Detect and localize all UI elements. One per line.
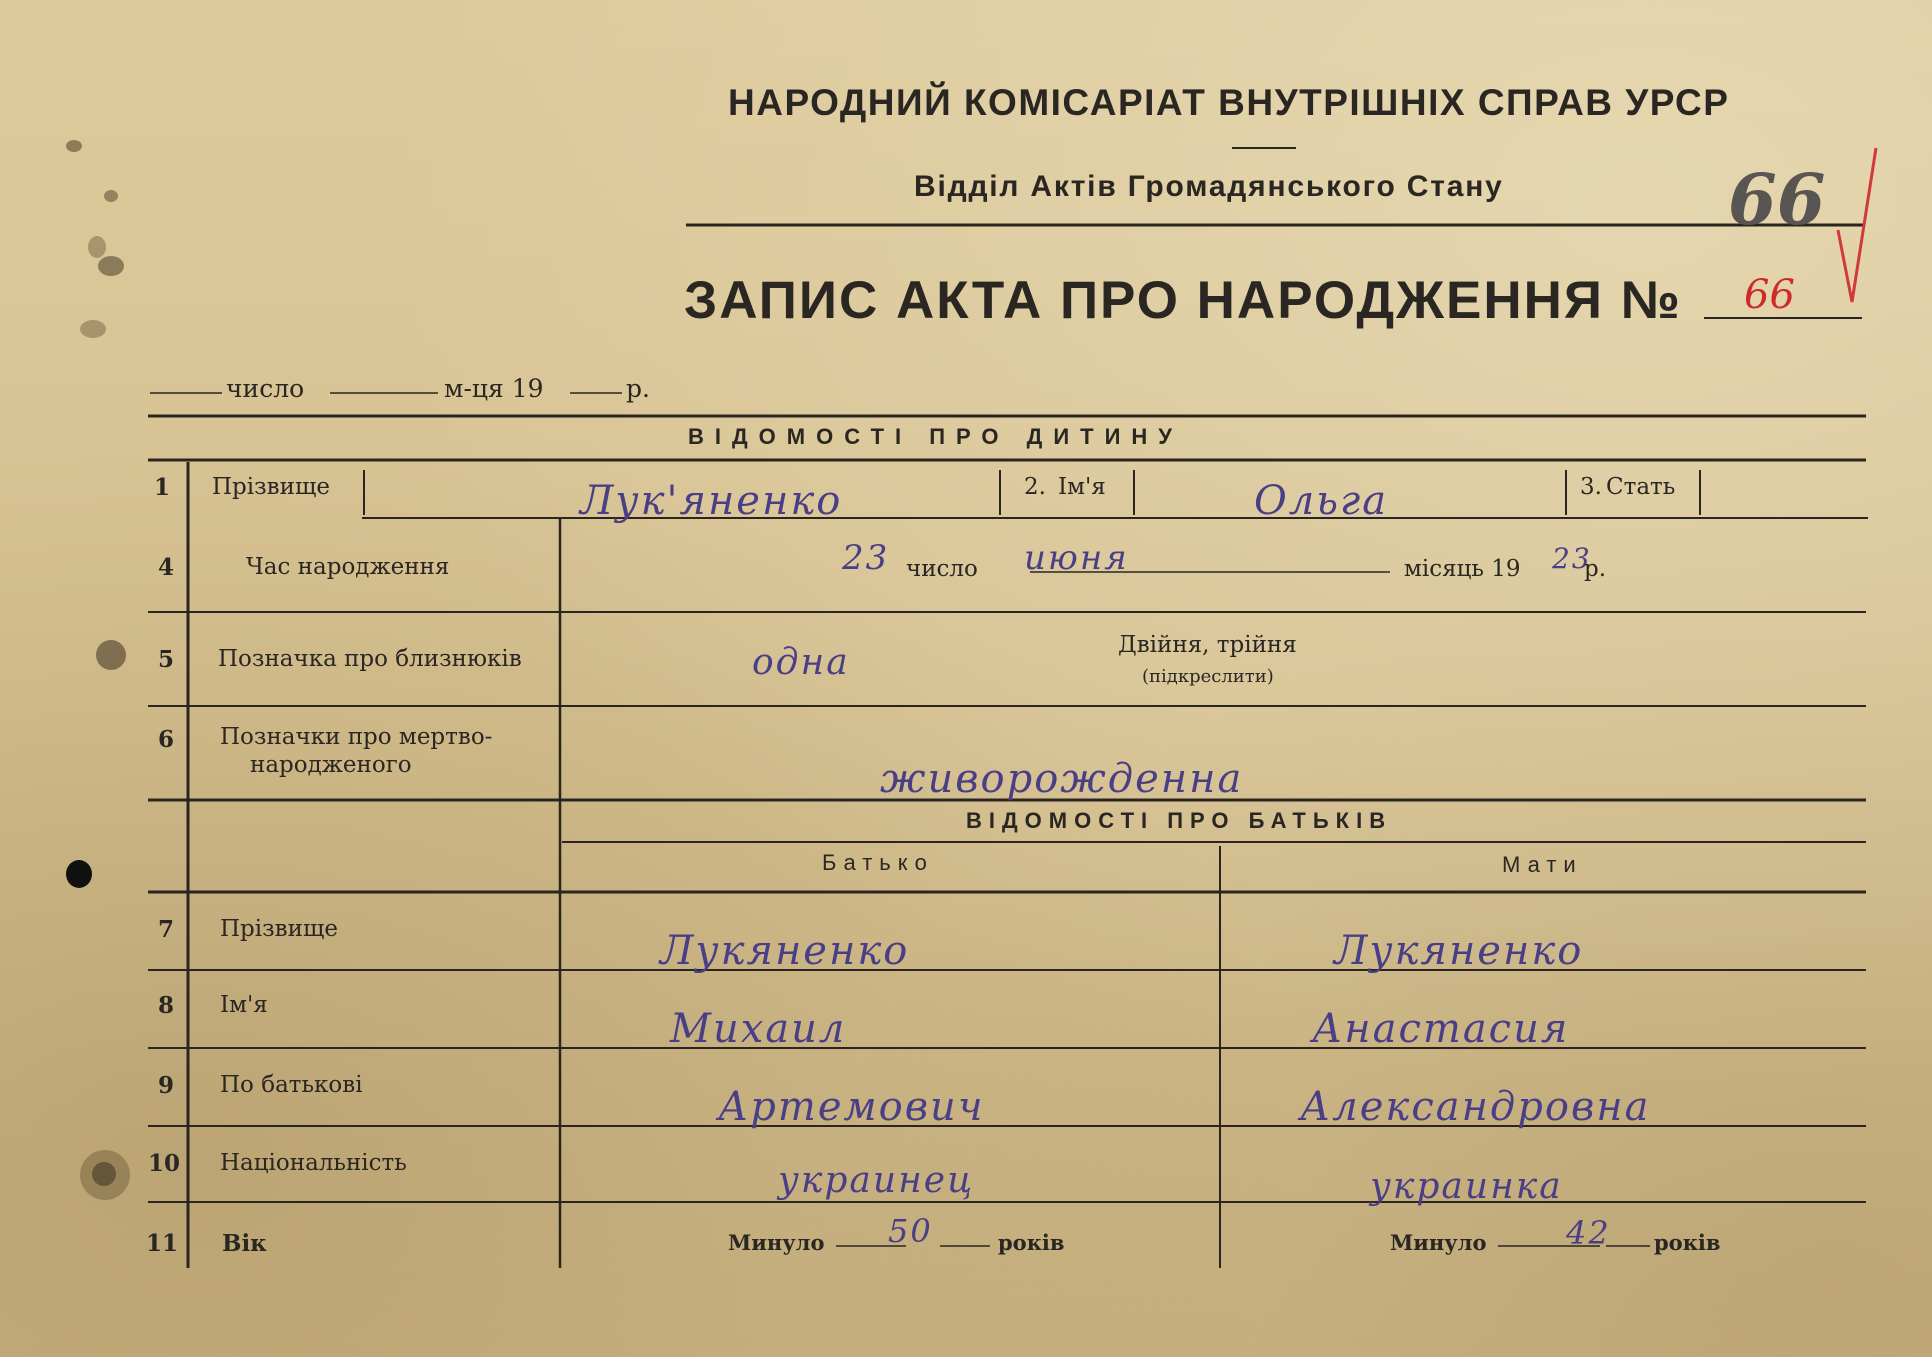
child-section-heading: ВІДОМОСТІ ПРО ДИТИНУ [688,424,1183,449]
row-number: 11 [146,1230,179,1257]
child-sex-label: Стать [1606,474,1676,500]
father-age-prefix: Минуло [728,1230,825,1255]
row-number: 9 [158,1072,175,1099]
parents-section-heading: ВІДОМОСТІ ПРО БАТЬКІВ [966,808,1393,833]
father-nationality-value: украинец [778,1160,975,1201]
date-day-label: число [226,374,305,403]
mother-surname-value: Лукяненко [1334,928,1584,974]
parent-name-label: Ім'я [220,992,268,1018]
father-heading: Батько [822,850,934,875]
mother-patronymic-value: Александровна [1300,1084,1651,1130]
date-month-label: м-ця 19 [444,374,544,403]
stillborn-label-line1: Позначки про мертво- [220,724,493,750]
form-title: ЗАПИС АКТА ПРО НАРОДЖЕННЯ № [684,271,1682,330]
row-number: 10 [148,1150,181,1177]
row-number: 3. [1580,474,1602,500]
twins-hint: (підкреслити) [1142,666,1274,687]
father-age-value: 50 [888,1212,933,1250]
row-number: 2. [1024,474,1046,500]
twins-options: Двійня, трійня [1118,632,1297,658]
parent-surname-label: Прізвище [220,916,338,942]
nationality-label: Національність [220,1150,407,1176]
birth-month-label: місяць 19 [1404,556,1521,582]
stillborn-value: живорожденна [880,756,1244,802]
patronymic-label: По батькові [220,1072,363,1098]
birth-day-label: число [906,556,978,582]
mother-age-prefix: Минуло [1390,1230,1487,1255]
child-surname-value: Лук'яненко [580,478,843,524]
child-surname-label: Прізвище [212,474,330,500]
father-age-suffix: років [998,1230,1065,1255]
mother-age-suffix: років [1654,1230,1721,1255]
mother-nationality-value: украинка [1370,1166,1563,1207]
date-year-suffix: р. [626,374,650,403]
mother-name-value: Анастасия [1312,1006,1570,1052]
mother-heading: Мати [1502,852,1583,877]
row-number: 1 [154,474,171,501]
ministry-heading: НАРОДНИЙ КОМІСАРІАТ ВНУТРІШНІХ СПРАВ УРСР [728,82,1730,123]
row-number: 6 [158,726,175,753]
twins-value: одна [752,642,850,683]
pencil-record-number: 66 [1728,158,1826,241]
record-number: 66 [1744,272,1795,318]
stillborn-label-line2: народженого [250,752,412,778]
birth-month-value: июня [1024,538,1129,578]
father-name-value: Михаил [670,1006,847,1052]
department-heading: Відділ Актів Громадянського Стану [914,170,1504,203]
child-name-value: Ольга [1254,478,1389,524]
row-number: 4 [158,554,175,581]
row-number: 8 [158,992,175,1019]
birth-time-label: Час народження [246,554,450,580]
age-label: Вік [222,1230,267,1257]
twins-label: Позначка про близнюків [218,646,522,672]
father-surname-value: Лукяненко [660,928,910,974]
child-name-label: Ім'я [1058,474,1106,500]
father-patronymic-value: Артемович [718,1084,985,1130]
mother-age-value: 42 [1566,1214,1611,1252]
row-number: 5 [158,646,175,673]
row-number: 7 [158,916,175,943]
birth-year-value: 23 [1552,542,1592,575]
birth-day-value: 23 [842,538,890,578]
birth-year-suffix: р. [1584,556,1607,582]
